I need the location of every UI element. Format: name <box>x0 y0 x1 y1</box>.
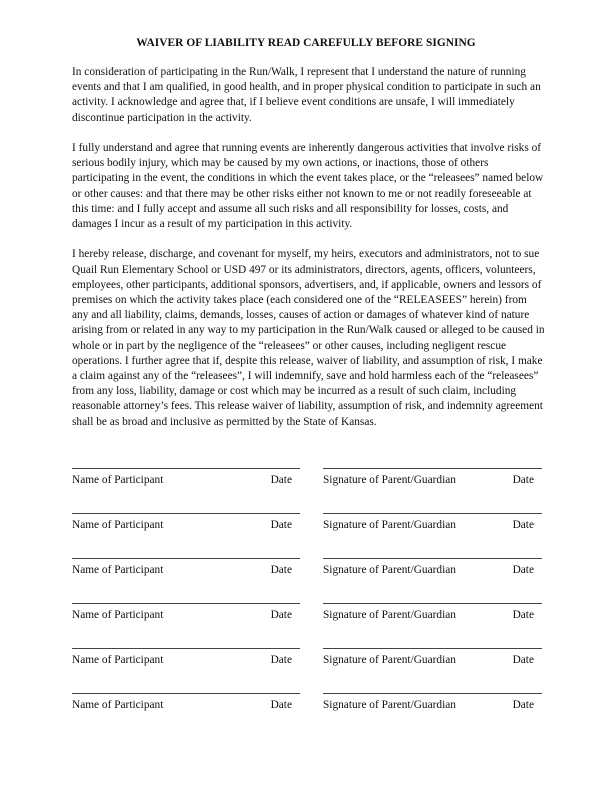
guardian-signature-label: Signature of Parent/Guardian <box>323 609 456 621</box>
participant-date-label: Date <box>270 609 292 621</box>
guardian-signature-field[interactable] <box>323 468 542 490</box>
signature-line <box>323 603 542 604</box>
signature-line <box>323 513 542 514</box>
signature-row <box>72 468 542 490</box>
signature-row <box>72 693 542 715</box>
participant-signature-field[interactable] <box>72 513 300 535</box>
guardian-signature-field[interactable] <box>323 558 542 580</box>
participant-date-label: Date <box>270 654 292 666</box>
paragraph-release: I hereby release, discharge, and covenant for myself, my heirs, executors and administrators, not to sue Quail Run Elementary School or USD 497 or its administrators, directors, agents, officers, volunteers, employees, other participants, additional sponsors, advertisers, and, if applicable, owners and lessors of premises on which the activity takes place (each considered one of the “RELEASEES” herein) from any and all liability, claims, demands, losses, causes of action or damages of whatever kind of nature arising from or related in any way to my participation in the Run/Walk caused or alleged to be caused in whole or in part by the negligence of the “releasees” or other causes, including negligent rescue operations. I further agree that if, despite this release, waiver of liability, and assumption of risk, I make a claim against any of the “releasees”, I will indemnify, save and hold harmless each of the “releasees” from any loss, liability, damage or cost which may be incurred as a result of such claim, including reasonable attorney’s fees. This release waiver of liability, assumption of risk, and indemnity agreement shall be as broad and inclusive as permitted by the State of Kansas. <box>72 248 545 428</box>
participant-signature-field[interactable] <box>72 468 300 490</box>
guardian-date-label: Date <box>512 564 534 576</box>
signature-row <box>72 513 542 535</box>
participant-name-label: Name of Participant <box>72 564 164 576</box>
participant-date-label: Date <box>270 519 292 531</box>
signature-line <box>323 693 542 694</box>
guardian-signature-label: Signature of Parent/Guardian <box>323 699 456 711</box>
signature-line <box>72 693 300 694</box>
signature-line <box>72 603 300 604</box>
guardian-signature-label: Signature of Parent/Guardian <box>323 474 456 486</box>
guardian-signature-field[interactable] <box>323 603 542 625</box>
signature-row <box>72 648 542 670</box>
participant-signature-field[interactable] <box>72 693 300 715</box>
guardian-signature-label: Signature of Parent/Guardian <box>323 564 456 576</box>
guardian-signature-label: Signature of Parent/Guardian <box>323 654 456 666</box>
signature-line <box>72 648 300 649</box>
guardian-signature-field[interactable] <box>323 513 542 535</box>
signature-line <box>323 558 542 559</box>
participant-name-label: Name of Participant <box>72 699 164 711</box>
participant-date-label: Date <box>270 474 292 486</box>
guardian-date-label: Date <box>512 609 534 621</box>
participant-signature-field[interactable] <box>72 603 300 625</box>
signature-line <box>72 513 300 514</box>
participant-signature-field[interactable] <box>72 648 300 670</box>
guardian-date-label: Date <box>512 519 534 531</box>
guardian-signature-field[interactable] <box>323 648 542 670</box>
signature-line <box>72 468 300 469</box>
paragraph-risk-acknowledgement: I fully understand and agree that running events are inherently dangerous activities that involve risks of serious bodily injury, which may be caused by my own actions, or inactions, those of others participating in the event, the conditions in which the event takes place, or the “releasees” named below or other causes: and that there may be other risks either not known to me or not readily foreseeable at this time: and I fully accept and assume all such risks and all responsibility for losses, costs, and damages I incur as a result of my participation in this activity. <box>72 142 544 231</box>
guardian-signature-label: Signature of Parent/Guardian <box>323 519 456 531</box>
participant-signature-field[interactable] <box>72 558 300 580</box>
signature-row <box>72 558 542 580</box>
guardian-signature-field[interactable] <box>323 693 542 715</box>
paragraph-participation: In consideration of participating in the Run/Walk, I represent that I understand the nature of running events and that I am qualified, in good health, and in proper physical condition to participate in such an activity. I acknowledge and agree that, if I believe event conditions are unsafe, I will immediately discontinue participation in the activity. <box>72 66 541 124</box>
participant-name-label: Name of Participant <box>72 519 164 531</box>
signature-row <box>72 603 542 625</box>
participant-name-label: Name of Participant <box>72 474 164 486</box>
participant-date-label: Date <box>270 564 292 576</box>
guardian-date-label: Date <box>512 699 534 711</box>
signature-line <box>323 648 542 649</box>
signature-line <box>72 558 300 559</box>
guardian-date-label: Date <box>512 474 534 486</box>
participant-name-label: Name of Participant <box>72 609 164 621</box>
participant-name-label: Name of Participant <box>72 654 164 666</box>
signature-line <box>323 468 542 469</box>
document-title: WAIVER OF LIABILITY READ CAREFULLY BEFORE SIGNING <box>136 37 476 49</box>
participant-date-label: Date <box>270 699 292 711</box>
waiver-body <box>72 65 546 445</box>
guardian-date-label: Date <box>512 654 534 666</box>
